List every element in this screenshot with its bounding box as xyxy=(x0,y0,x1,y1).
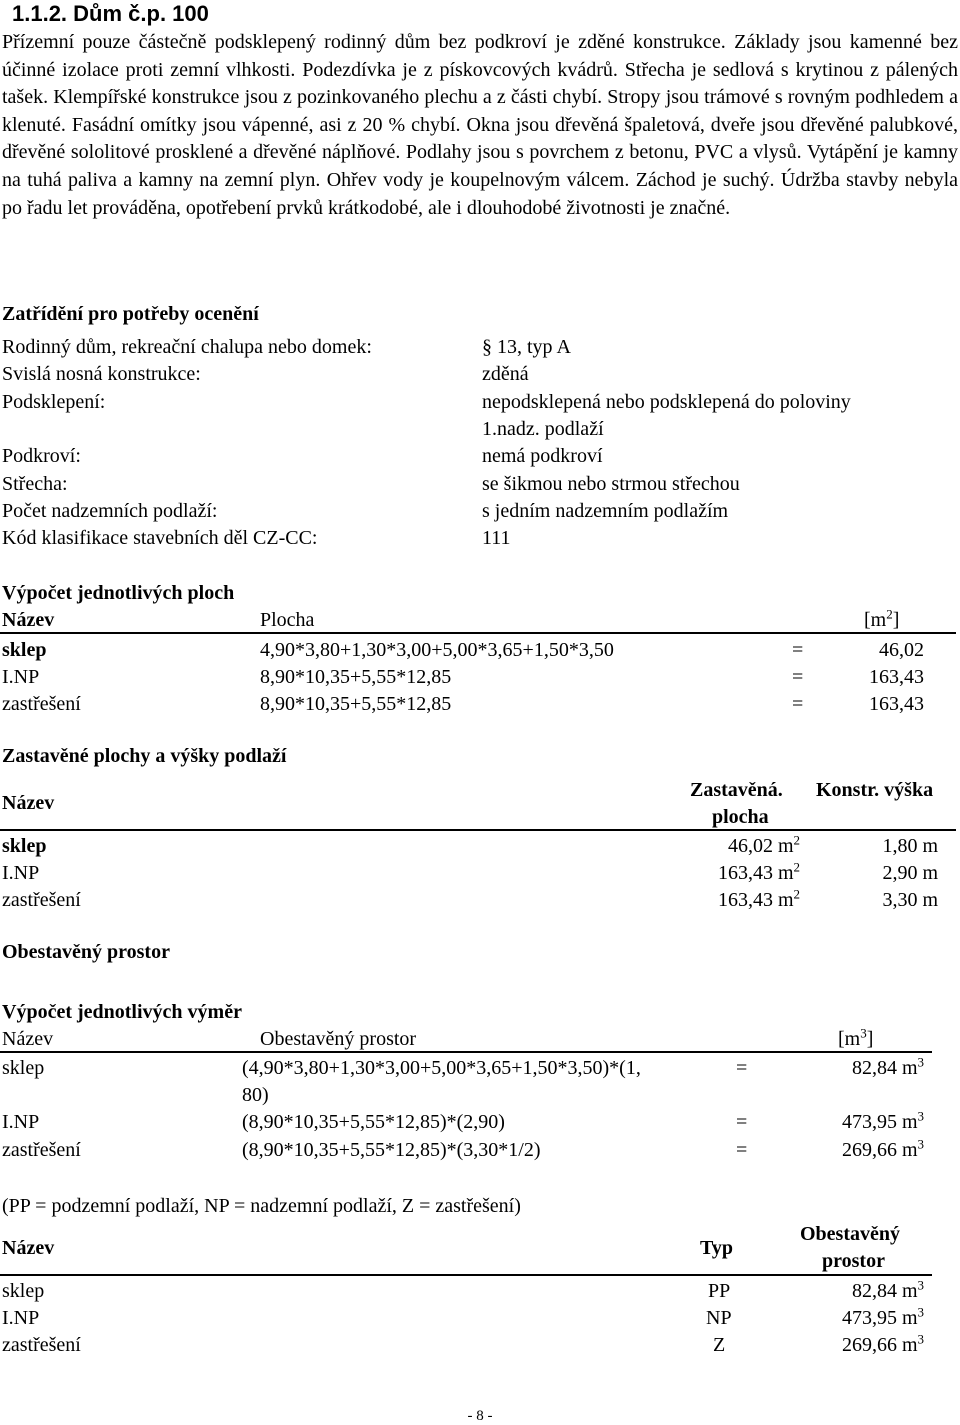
row-formula: (8,90*10,35+5,55*12,85)*(3,30*1/2) xyxy=(242,1139,541,1161)
house-description: Přízemní pouze částečně podsklepený rodinný dům bez podkroví je zděné konstrukce. Základy jsou kamenné bez účinné izolace proti zemní vlhkosti. Podezdívka je z pískovcových kvádrů. Střecha je sedlová s krytinou z pálených tašek. Klempířské konstrukce jsou z pozinkovaného plechu a z části chybí. Stropy jsou trámové s rovným podhledem a klenuté. Fasádní omítky jsou vápenné, asi z 20 % chybí. Okna jsou dřevěná špaletová, dveře jsou dřevěné palubkové, dřevěné sololitové prosklené a dřevěné náplňové. Podlahy jsou s povrchem z betonu, PVC a vlysů. Vytápění je kamny na tuhá paliva a kamny na zemní plyn. Ohřev vody je koupelnovým válcem. Záchod je suchý. Údržba stavby nebyla po řadu let prováděna, opotřebení prvků krátkodobé, ale i dlouhodobé životnosti je značné. xyxy=(2,31,958,219)
classification-label: Počet nadzemních podlaží: xyxy=(2,500,218,522)
section-title: 1.1.2. Dům č.p. 100 xyxy=(12,1,209,26)
row-formula: (8,90*10,35+5,55*12,85)*(2,90) xyxy=(242,1111,505,1133)
row-space: 473,95 $m^3$ xyxy=(841,1304,924,1329)
summary-col-type: Typ xyxy=(700,1237,733,1259)
row-type: Z xyxy=(713,1334,726,1356)
row-height: 2,90 m xyxy=(882,862,938,884)
built-col-height: Konstr. výška xyxy=(816,779,934,801)
classification-value-continued: 1.nadz. podlaží xyxy=(482,418,604,440)
row-name: sklep xyxy=(2,639,47,661)
row-name: I.NP xyxy=(2,1307,40,1329)
volumes-heading: Výpočet jednotlivých výměr xyxy=(2,1001,242,1023)
row-name: I.NP xyxy=(2,1111,40,1133)
row-name: zastřešení xyxy=(2,1334,81,1356)
classification-value: nepodsklepená nebo podsklepená do poloviny xyxy=(482,391,851,413)
volumes-col-space: Obestavěný prostor xyxy=(260,1028,417,1050)
row-result: 82,84 $m^3$ xyxy=(851,1054,924,1079)
row-area: 46,02 $m^2$ xyxy=(727,832,800,857)
table-rule xyxy=(0,1051,932,1053)
classification-heading: Zatřídění pro potřeby ocenění xyxy=(2,303,259,325)
row-name: sklep xyxy=(2,835,47,857)
row-equals: = xyxy=(792,693,804,715)
summary-col-name: Název xyxy=(2,1237,55,1259)
row-formula: 4,90*3,80+1,30*3,00+5,00*3,65+1,50*3,50 xyxy=(260,639,614,661)
row-equals: = xyxy=(736,1057,748,1079)
row-result: 473,95 $m^3$ xyxy=(841,1108,924,1133)
row-space: 269,66 $m^3$ xyxy=(841,1331,924,1356)
row-height: 1,80 m xyxy=(882,835,938,857)
classification-label: Svislá nosná konstrukce: xyxy=(2,363,201,385)
classification-value: § 13, typ A xyxy=(482,336,571,358)
row-result: 163,43 xyxy=(869,693,924,715)
row-name: sklep xyxy=(2,1280,45,1302)
row-result: 269,66 $m^3$ xyxy=(841,1136,924,1161)
classification-label: Rodinný dům, rekreační chalupa nebo domek: xyxy=(2,336,372,358)
table-rule xyxy=(0,632,956,634)
row-equals: = xyxy=(792,639,804,661)
row-name: I.NP xyxy=(2,862,40,884)
volumes-col-name: Název xyxy=(2,1028,54,1050)
areas-col-unit: $[m^2]$ xyxy=(864,606,900,631)
classification-value: nemá podkroví xyxy=(482,445,603,467)
row-equals: = xyxy=(736,1139,748,1161)
row-formula-continued: 80) xyxy=(242,1084,269,1106)
areas-col-name: Název xyxy=(2,609,55,631)
row-type: PP xyxy=(708,1280,731,1302)
row-formula: 8,90*10,35+5,55*12,85 xyxy=(260,666,452,688)
row-name: zastřešení xyxy=(2,1139,81,1161)
classification-label: Podkroví: xyxy=(2,445,81,467)
built-heading: Zastavěné plochy a výšky podlaží xyxy=(2,745,287,767)
row-formula: (4,90*3,80+1,30*3,00+5,00*3,65+1,50*3,50)*(1, xyxy=(242,1057,641,1079)
classification-value: zděná xyxy=(482,363,529,385)
row-height: 3,30 m xyxy=(882,889,938,911)
enclosed-heading: Obestavěný prostor xyxy=(2,941,170,963)
table-rule xyxy=(0,1274,932,1276)
row-space: 82,84 $m^3$ xyxy=(851,1277,924,1302)
classification-value: s jedním nadzemním podlažím xyxy=(482,500,729,522)
built-col-name: Název xyxy=(2,792,55,814)
row-area: 163,43 $m^2$ xyxy=(717,859,800,884)
areas-col-area: Plocha xyxy=(260,609,315,631)
row-type: NP xyxy=(706,1307,732,1329)
classification-value: 111 xyxy=(482,527,511,549)
table-rule xyxy=(0,829,956,831)
row-equals: = xyxy=(736,1111,748,1133)
page-number: - 8 - xyxy=(467,1408,493,1424)
row-equals: = xyxy=(792,666,804,688)
row-formula: 8,90*10,35+5,55*12,85 xyxy=(260,693,452,715)
row-name: zastřešení xyxy=(2,693,81,715)
summary-col-space-line1: Obestavěný xyxy=(800,1223,900,1245)
built-col-area-line2: plocha xyxy=(712,806,769,828)
classification-label: Kód klasifikace stavebních děl CZ-CC: xyxy=(2,527,318,549)
classification-label: Střecha: xyxy=(2,473,68,495)
document-page: 1.1.2. Dům č.p. 100 Přízemní pouze částečně podsklepený rodinný dům bez podkroví je zděné konstrukce. Základy jsou kamenné bez účinné izolace proti zemní vlhkosti. Podezdívka je z pískovcových kvádrů. Střecha je sedlová s krytinou z pálených tašek. Klempířské konstrukce jsou z pozinkovaného plechu a z části chybí. Stropy jsou trámové s rovným podhledem a klenuté. Fasádní omítky jsou vápenné, asi z 20 % chybí. Okna jsou dřevěná špaletová, dveře jsou dřevěné palubkové, dřevěné sololitové prosklené a dřevěné náplňové. Podlahy jsou s povrchem z betonu, PVC a vlysů. Vytápění je kamny na tuhá paliva a kamny na zemní plyn. Ohřev vody je koupelnovým válcem. Záchod je suchý. Údržba stavby nebyla po řadu let prováděna, opotřebení prvků krátkodobé, ale i dlouhodobé životnosti je značné. Zatřídění pro potřeby ocenění Rodinný dům, rekreační chalupa nebo domek: § 13, typ A Svislá nosná konstrukce: zděná Podsklepení: nepodsklepená nebo podsklepená do poloviny 1.nadz. podlaží Podkroví: nemá podkroví Střecha: se šikmou nebo strmou střechou Počet nadzemních podlaží: s jedním nadzemním podlažím Kód klasifikace stavebních děl CZ-CC: 111 Výpočet jednotlivých ploch Název Plocha $[m^2]$ sklep 4,90*3,80+1,30*3,00+5,00*3,65+1,50*3,50 = 46,02 I.NP 8,90*10,35+5,55*12,85 = 163,43 zastřešení 8,90*10,35+5,55*12,85 = 163,43 Zastavěné plochy a výšky podlaží Název Zastavěná. plocha Konstr. výška sklep 46,02 $m^2$ 1,80 m I.NP 163,43 $m^2$ 2,90 m zastřešení 163,43 $m^2$ 3,30 m Obestavěný prostor Výpočet jednotlivých výměr Název Obestavěný prostor $[m^3]$ sklep (4,90*3,80+1,30*3,00+5,00*3,65+1,50*3,50)*(1, = 82,84 $m^3$ 80) I.NP (8,90*10,35+5,55*12,85)*(2,90) = 473,95 $m^3$ zastřešení (8,90*10,35+5,55*12,85)*(3,30*1/2) = 269,66 $m^3$ (PP = podzemní podlaží, NP = nadzemní podlaží, Z = zastřešení) Název Typ Obestavěný prostor sklep PP 82,84 $m^3$ I.NP NP 473,95 $m^3$ zastřešení Z 269,66 $m^3$ - 8 - xyxy=(2,1,958,1424)
row-name: sklep xyxy=(2,1057,45,1079)
volumes-col-unit: $[m^3]$ xyxy=(838,1025,874,1050)
classification-label: Podsklepení: xyxy=(2,391,106,413)
classification-value: se šikmou nebo strmou střechou xyxy=(482,473,740,495)
row-name: I.NP xyxy=(2,666,40,688)
row-area: 163,43 $m^2$ xyxy=(717,886,800,911)
built-col-area-line1: Zastavěná. xyxy=(690,779,783,801)
row-result: 163,43 xyxy=(869,666,924,688)
row-result: 46,02 xyxy=(879,639,924,661)
summary-col-space-line2: prostor xyxy=(822,1250,885,1272)
areas-heading: Výpočet jednotlivých ploch xyxy=(2,582,235,604)
row-name: zastřešení xyxy=(2,889,81,911)
